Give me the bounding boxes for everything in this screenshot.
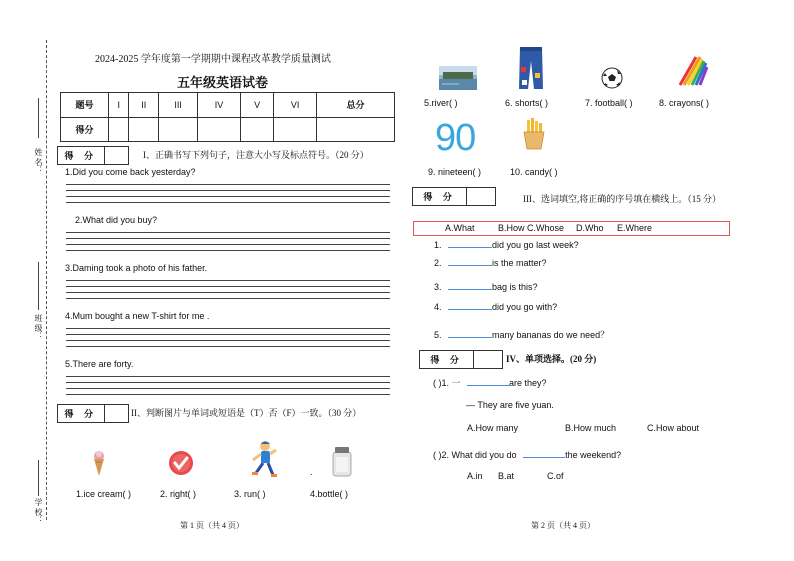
score-header-row <box>61 93 395 118</box>
score-col-3: III <box>159 93 198 118</box>
section2-title: II、判断图片与单词或短语是（T）否（F）一致。（30 分） <box>131 408 362 418</box>
runner-icon <box>250 440 278 478</box>
writing-line <box>66 184 390 185</box>
river-icon <box>439 66 477 90</box>
item-river: 5.river( ) <box>424 98 458 108</box>
score-cell[interactable] <box>240 117 273 142</box>
ice-cream-icon <box>92 449 106 477</box>
score-cell[interactable] <box>317 117 395 142</box>
crayons-icon <box>676 53 708 87</box>
football-icon <box>601 67 623 89</box>
class-label: 班 级： <box>34 314 43 340</box>
binding-line <box>46 40 47 520</box>
answer-blank[interactable] <box>448 279 492 290</box>
score-col-4: IV <box>198 93 241 118</box>
choice-1c[interactable]: C.How about <box>647 423 700 433</box>
name-field[interactable] <box>38 98 39 138</box>
score-box-label: 得 分 <box>58 405 105 422</box>
score-table <box>60 92 395 142</box>
option-a: A.What <box>445 223 475 233</box>
writing-line <box>66 382 390 383</box>
score-cell[interactable] <box>109 117 129 142</box>
sentence-5: 5.There are forty. <box>65 359 134 369</box>
option-b: B.How <box>498 223 525 233</box>
question-number: 5. <box>434 330 442 340</box>
writing-line <box>66 190 390 191</box>
item-football: 7. football( ) <box>585 98 633 108</box>
mc-question-2 <box>433 447 621 460</box>
fill-question-5 <box>434 327 609 341</box>
item-run: 3. run( ) <box>234 489 266 499</box>
option-d: D.Who <box>576 223 604 233</box>
writing-line <box>66 340 390 341</box>
school-field[interactable] <box>38 460 39 496</box>
stray-dot: . <box>310 467 313 477</box>
item-ice-cream: 1.ice cream( ) <box>76 489 132 499</box>
writing-line <box>66 232 390 233</box>
score-box-label: 得 分 <box>420 351 474 368</box>
item-right: 2. right( ) <box>160 489 197 499</box>
writing-line <box>66 238 390 239</box>
item-nineteen: 9. nineteen( ) <box>428 167 482 177</box>
exam-subtitle: 2024-2025 学年度第一学期期中课程改革教学质量测试 <box>95 54 331 65</box>
answer-blank[interactable] <box>523 447 565 458</box>
writing-line <box>66 394 390 395</box>
answer-blank[interactable] <box>467 375 509 386</box>
writing-line <box>66 346 390 347</box>
mc-question-1 <box>433 375 547 389</box>
name-label: 姓 名： <box>34 148 43 174</box>
section4-title: IV、单项选择。(20 分) <box>506 354 597 364</box>
fill-question-4 <box>434 299 557 312</box>
question-text: did you go last week? <box>492 240 579 250</box>
choice-2b[interactable]: B.at <box>498 471 515 481</box>
question-stem: ( )1. 一 <box>433 378 461 388</box>
question-text: bag is this? <box>492 282 538 292</box>
writing-line <box>66 298 390 299</box>
writing-line <box>66 196 390 197</box>
word-bank-box <box>413 221 730 236</box>
question-stem-end: the weekend? <box>565 450 622 460</box>
class-field[interactable] <box>38 262 39 310</box>
question-text: is the matter? <box>492 258 547 268</box>
item-shorts: 6. shorts( ) <box>505 98 549 108</box>
section1-score-box[interactable] <box>57 146 129 165</box>
bottle-icon <box>329 445 355 477</box>
writing-line <box>66 280 390 281</box>
sentence-3: 3.Daming took a photo of his father. <box>65 263 208 273</box>
fill-question-2 <box>434 255 547 268</box>
score-cell[interactable] <box>159 117 198 142</box>
choice-2c[interactable]: C.of <box>547 471 564 481</box>
page-footer-left: 第 1 页（共 4 页） <box>180 521 244 530</box>
score-box-label: 得 分 <box>413 188 467 205</box>
item-bottle: 4.bottle( ) <box>310 489 349 499</box>
score-row-label: 得分 <box>61 117 109 142</box>
answer-blank[interactable] <box>448 255 492 266</box>
writing-line <box>66 334 390 335</box>
sentence-4: 4.Mum bought a new T-shirt for me . <box>65 311 210 321</box>
question-text: did you go with? <box>492 302 558 312</box>
score-cell[interactable] <box>198 117 241 142</box>
score-col-6: VI <box>274 93 317 118</box>
sentence-2: 2.What did you buy? <box>75 215 158 225</box>
writing-line <box>66 244 390 245</box>
score-col-2: II <box>129 93 159 118</box>
answer-blank[interactable] <box>448 327 492 338</box>
section2-score-box[interactable] <box>57 404 129 423</box>
writing-line <box>66 202 390 203</box>
score-col-label: 题号 <box>61 93 109 118</box>
writing-line <box>66 376 390 377</box>
question-number: 1. <box>434 240 442 250</box>
section3-score-box[interactable] <box>412 187 496 206</box>
score-col-1: I <box>109 93 129 118</box>
fries-icon <box>521 118 547 150</box>
option-e: E.Where <box>617 223 653 233</box>
item-crayons: 8. crayons( ) <box>659 98 710 108</box>
choice-1b[interactable]: B.How much <box>565 423 617 433</box>
writing-line <box>66 328 390 329</box>
jeans-icon <box>518 45 544 90</box>
answer-blank[interactable] <box>448 299 492 310</box>
fill-question-3 <box>434 279 538 292</box>
question-stem-end: are they? <box>509 378 547 388</box>
section4-score-box[interactable] <box>419 350 503 369</box>
score-cell[interactable] <box>274 117 317 142</box>
exam-title: 五年级英语试卷 <box>177 75 269 90</box>
choice-2a[interactable]: A.in <box>467 471 483 481</box>
section3-title: III、选词填空,将正确的序号填在横线上。（15 分） <box>523 194 721 204</box>
score-box-label: 得 分 <box>58 147 105 164</box>
section1-title: I、正确书写下列句子，注意大小写及标点符号。（20 分） <box>143 150 369 160</box>
question-stem: ( )2. What did you do <box>433 450 517 460</box>
checkmark-icon <box>167 449 195 477</box>
choice-1a[interactable]: A.How many <box>467 423 519 433</box>
question-number: 4. <box>434 302 442 312</box>
page-footer-right: 第 2 页（共 4 页） <box>531 521 595 530</box>
answer-blank[interactable] <box>448 237 492 248</box>
item-candy: 10. candy( ) <box>510 167 558 177</box>
question-text: many bananas do we need？ <box>492 330 610 340</box>
score-cell[interactable] <box>129 117 159 142</box>
score-value-row <box>61 117 395 142</box>
question-number: 3. <box>434 282 442 292</box>
q1-answer-line: — They are five yuan. <box>466 400 554 410</box>
writing-line <box>66 388 390 389</box>
writing-line <box>66 250 390 251</box>
fill-question-1 <box>434 237 579 250</box>
score-col-5: V <box>240 93 273 118</box>
number-ninety-image: 90 <box>435 117 476 159</box>
sentence-1: 1.Did you come back yesterday? <box>65 167 196 177</box>
question-number: 2. <box>434 258 442 268</box>
option-c: C.Whose <box>527 223 565 233</box>
writing-line <box>66 286 390 287</box>
writing-line <box>66 292 390 293</box>
score-col-total: 总分 <box>317 93 395 118</box>
school-label: 学 校： <box>34 498 43 524</box>
